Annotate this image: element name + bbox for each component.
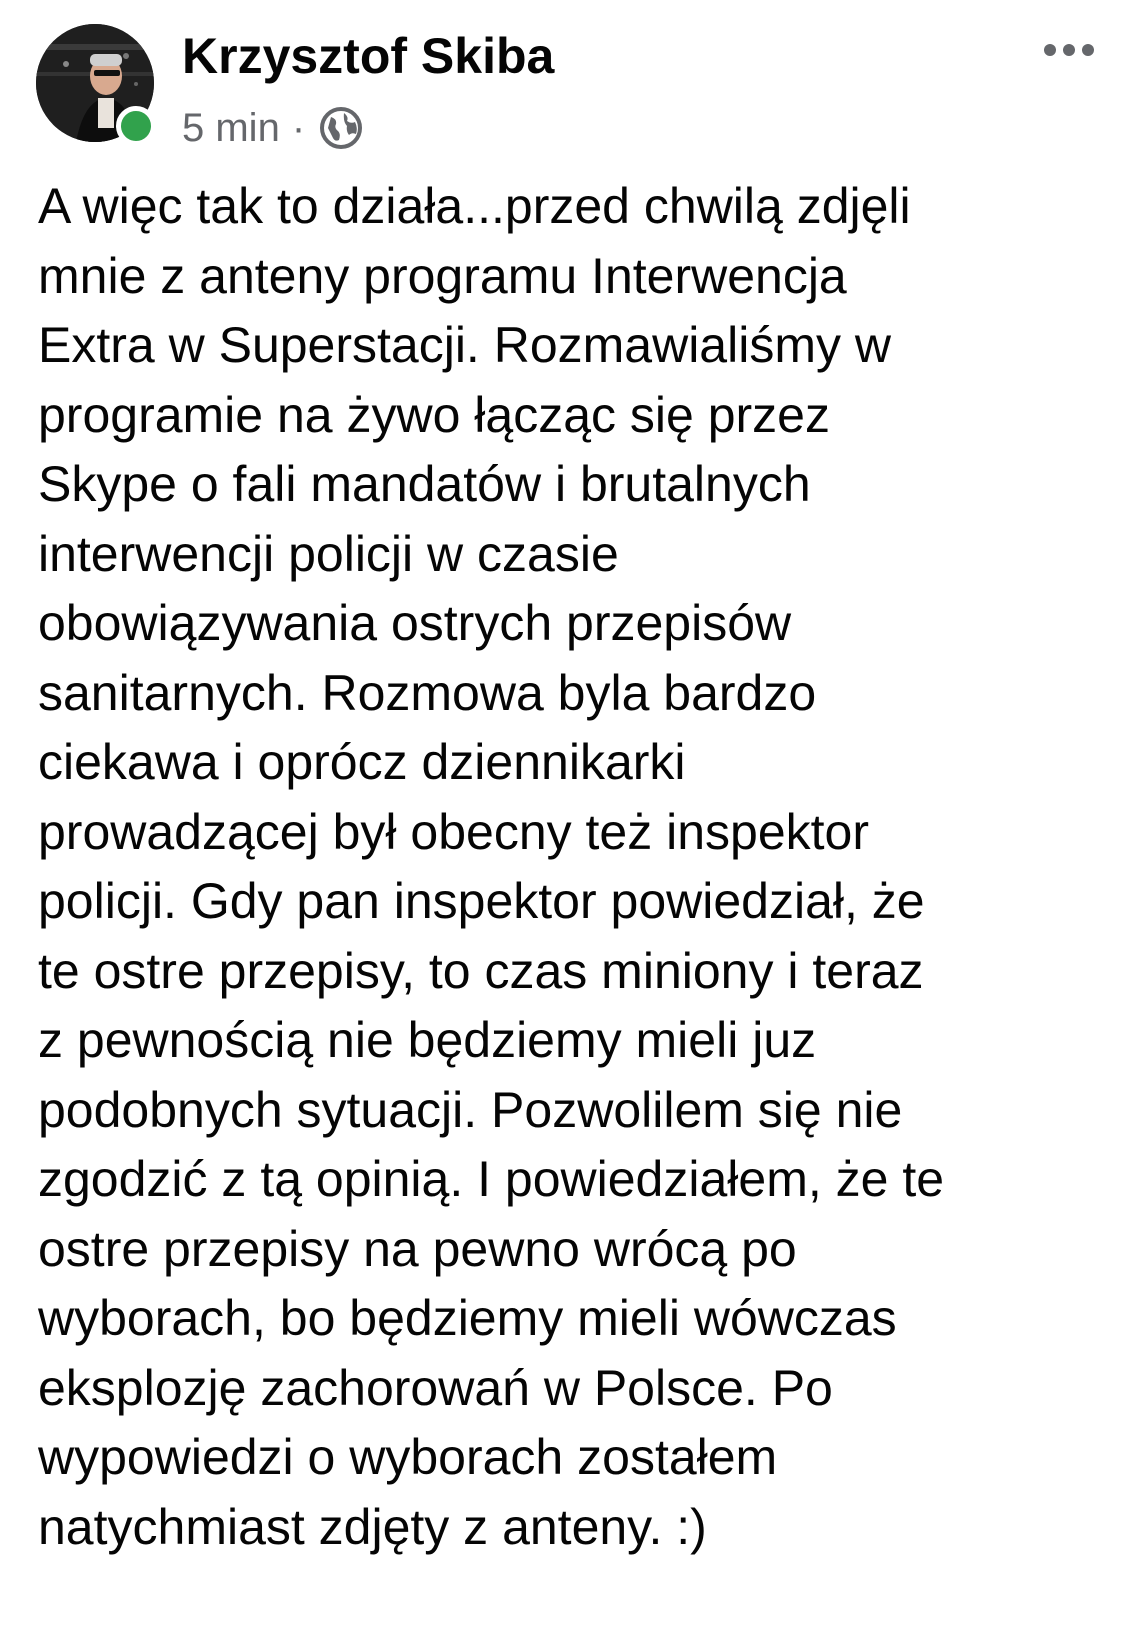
post-text-line: policji. Gdy pan inspektor powiedział, że: [38, 873, 925, 929]
post-text-line: Skype o fali mandatów i brutalnych: [38, 456, 811, 512]
post-text-line: A więc tak to działa...przed chwilą zdjęli: [38, 178, 911, 234]
meta-separator: ·: [291, 106, 306, 150]
post-text-line: zgodzić z tą opinią. I powiedziałem, że te: [38, 1151, 945, 1207]
post-text-line: obowiązywania ostrych przepisów: [38, 595, 792, 651]
post-text-line: eksplozję zachorowań w Polsce. Po: [38, 1359, 833, 1416]
online-status-dot: [116, 106, 156, 146]
post-text-line: z pewnością nie będziemy mieli juz: [38, 1012, 817, 1068]
author-name[interactable]: Krzysztof Skiba: [182, 28, 555, 84]
post-text-line: natychmiast zdjęty z anteny. :): [38, 1498, 707, 1555]
post-text-line: ostre przepisy na pewno wrócą po: [38, 1220, 797, 1277]
post-text-line: programie na żywo łącząc się przez: [38, 386, 830, 443]
post-text-line: prowadzącej był obecny też inspektor: [38, 803, 870, 860]
post-text-line: ciekawa i oprócz dziennikarki: [38, 734, 686, 790]
post-text-line: sanitarnych. Rozmowa byla bardzo: [38, 664, 817, 721]
globe-icon[interactable]: [317, 104, 365, 152]
post-timestamp[interactable]: 5 min: [182, 105, 280, 150]
more-options-icon[interactable]: [1042, 38, 1096, 62]
post-text-line: Extra w Superstacji. Rozmawialiśmy w: [38, 317, 891, 373]
post-meta: [182, 100, 365, 156]
post-text-line: interwencji policji w czasie: [38, 525, 619, 582]
post-body: [38, 172, 1113, 1562]
post-text-line: podobnych sytuacji. Pozwolilem się nie: [38, 1081, 903, 1138]
post-text-line: mnie z anteny programu Interwencja: [38, 247, 847, 304]
post-text-line: wyborach, bo będziemy mieli wówczas: [38, 1290, 897, 1346]
post-text-line: wypowiedzi o wyborach zostałem: [38, 1429, 778, 1485]
post-text-line: te ostre przepisy, to czas miniony i teraz: [38, 942, 924, 999]
